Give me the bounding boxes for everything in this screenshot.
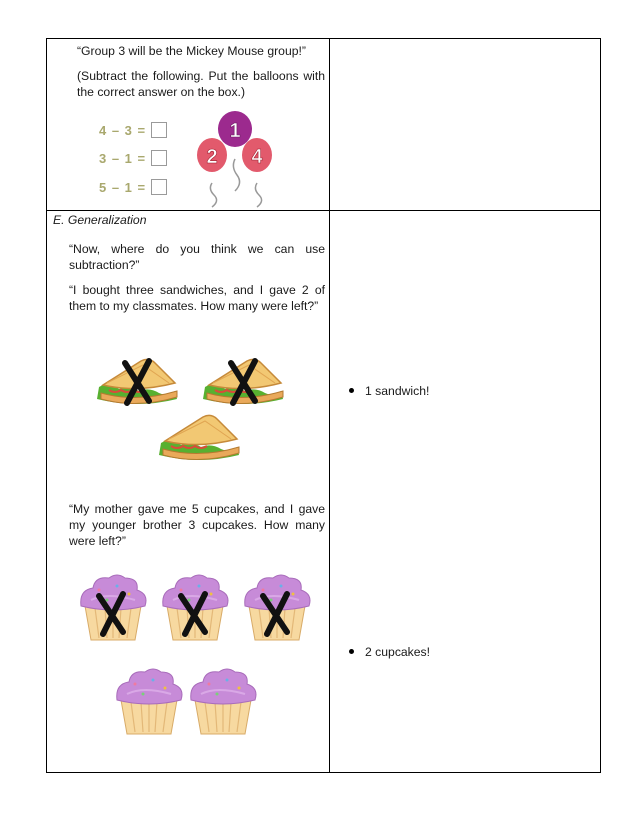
equation-1: 4 – 3 = — [99, 123, 147, 138]
sandwiches-illustration — [97, 357, 297, 467]
lesson-table — [46, 38, 601, 773]
answer-sandwich-text: 1 sandwich! — [365, 384, 430, 398]
instruction-text: (Subtract the following. Put the balloons with the correct answer on the box.) — [77, 69, 325, 99]
question-cupcakes: “My mother gave me 5 cupcakes, and I gave my younger brother 3 cupcakes. How many were left?” — [69, 502, 325, 548]
answer-sandwich — [349, 384, 429, 398]
bullet-dot — [349, 649, 354, 654]
row-divider — [47, 210, 600, 211]
cupcake-4 — [117, 669, 182, 734]
balloon-1-number: 1 — [229, 120, 241, 142]
cupcakes-illustration — [77, 572, 317, 742]
answer-box-3 — [151, 179, 167, 195]
balloon-3-number: 4 — [251, 146, 263, 168]
sandwich-3 — [159, 415, 239, 460]
generalization-heading: E. Generalization — [53, 213, 147, 227]
answer-cupcakes — [349, 645, 430, 659]
answer-box-2 — [151, 150, 167, 166]
answer-cupcakes-text: 2 cupcakes! — [365, 645, 431, 659]
group-quote: “Group 3 will be the Mickey Mouse group!” — [77, 44, 306, 58]
column-divider — [329, 39, 330, 772]
answer-box-1 — [151, 122, 167, 138]
equation-3: 5 – 1 = — [99, 180, 147, 195]
cupcake-5 — [191, 669, 256, 734]
balloon-2-number: 2 — [206, 146, 218, 168]
balloons-illustration — [187, 109, 277, 209]
bullet-dot — [349, 388, 354, 393]
question-where: “Now, where do you think we can use subtraction?” — [69, 242, 325, 272]
equation-2: 3 – 1 = — [99, 151, 147, 166]
question-sandwiches: “I bought three sandwiches, and I gave 2 of them to my classmates. How many were left?” — [69, 283, 325, 313]
